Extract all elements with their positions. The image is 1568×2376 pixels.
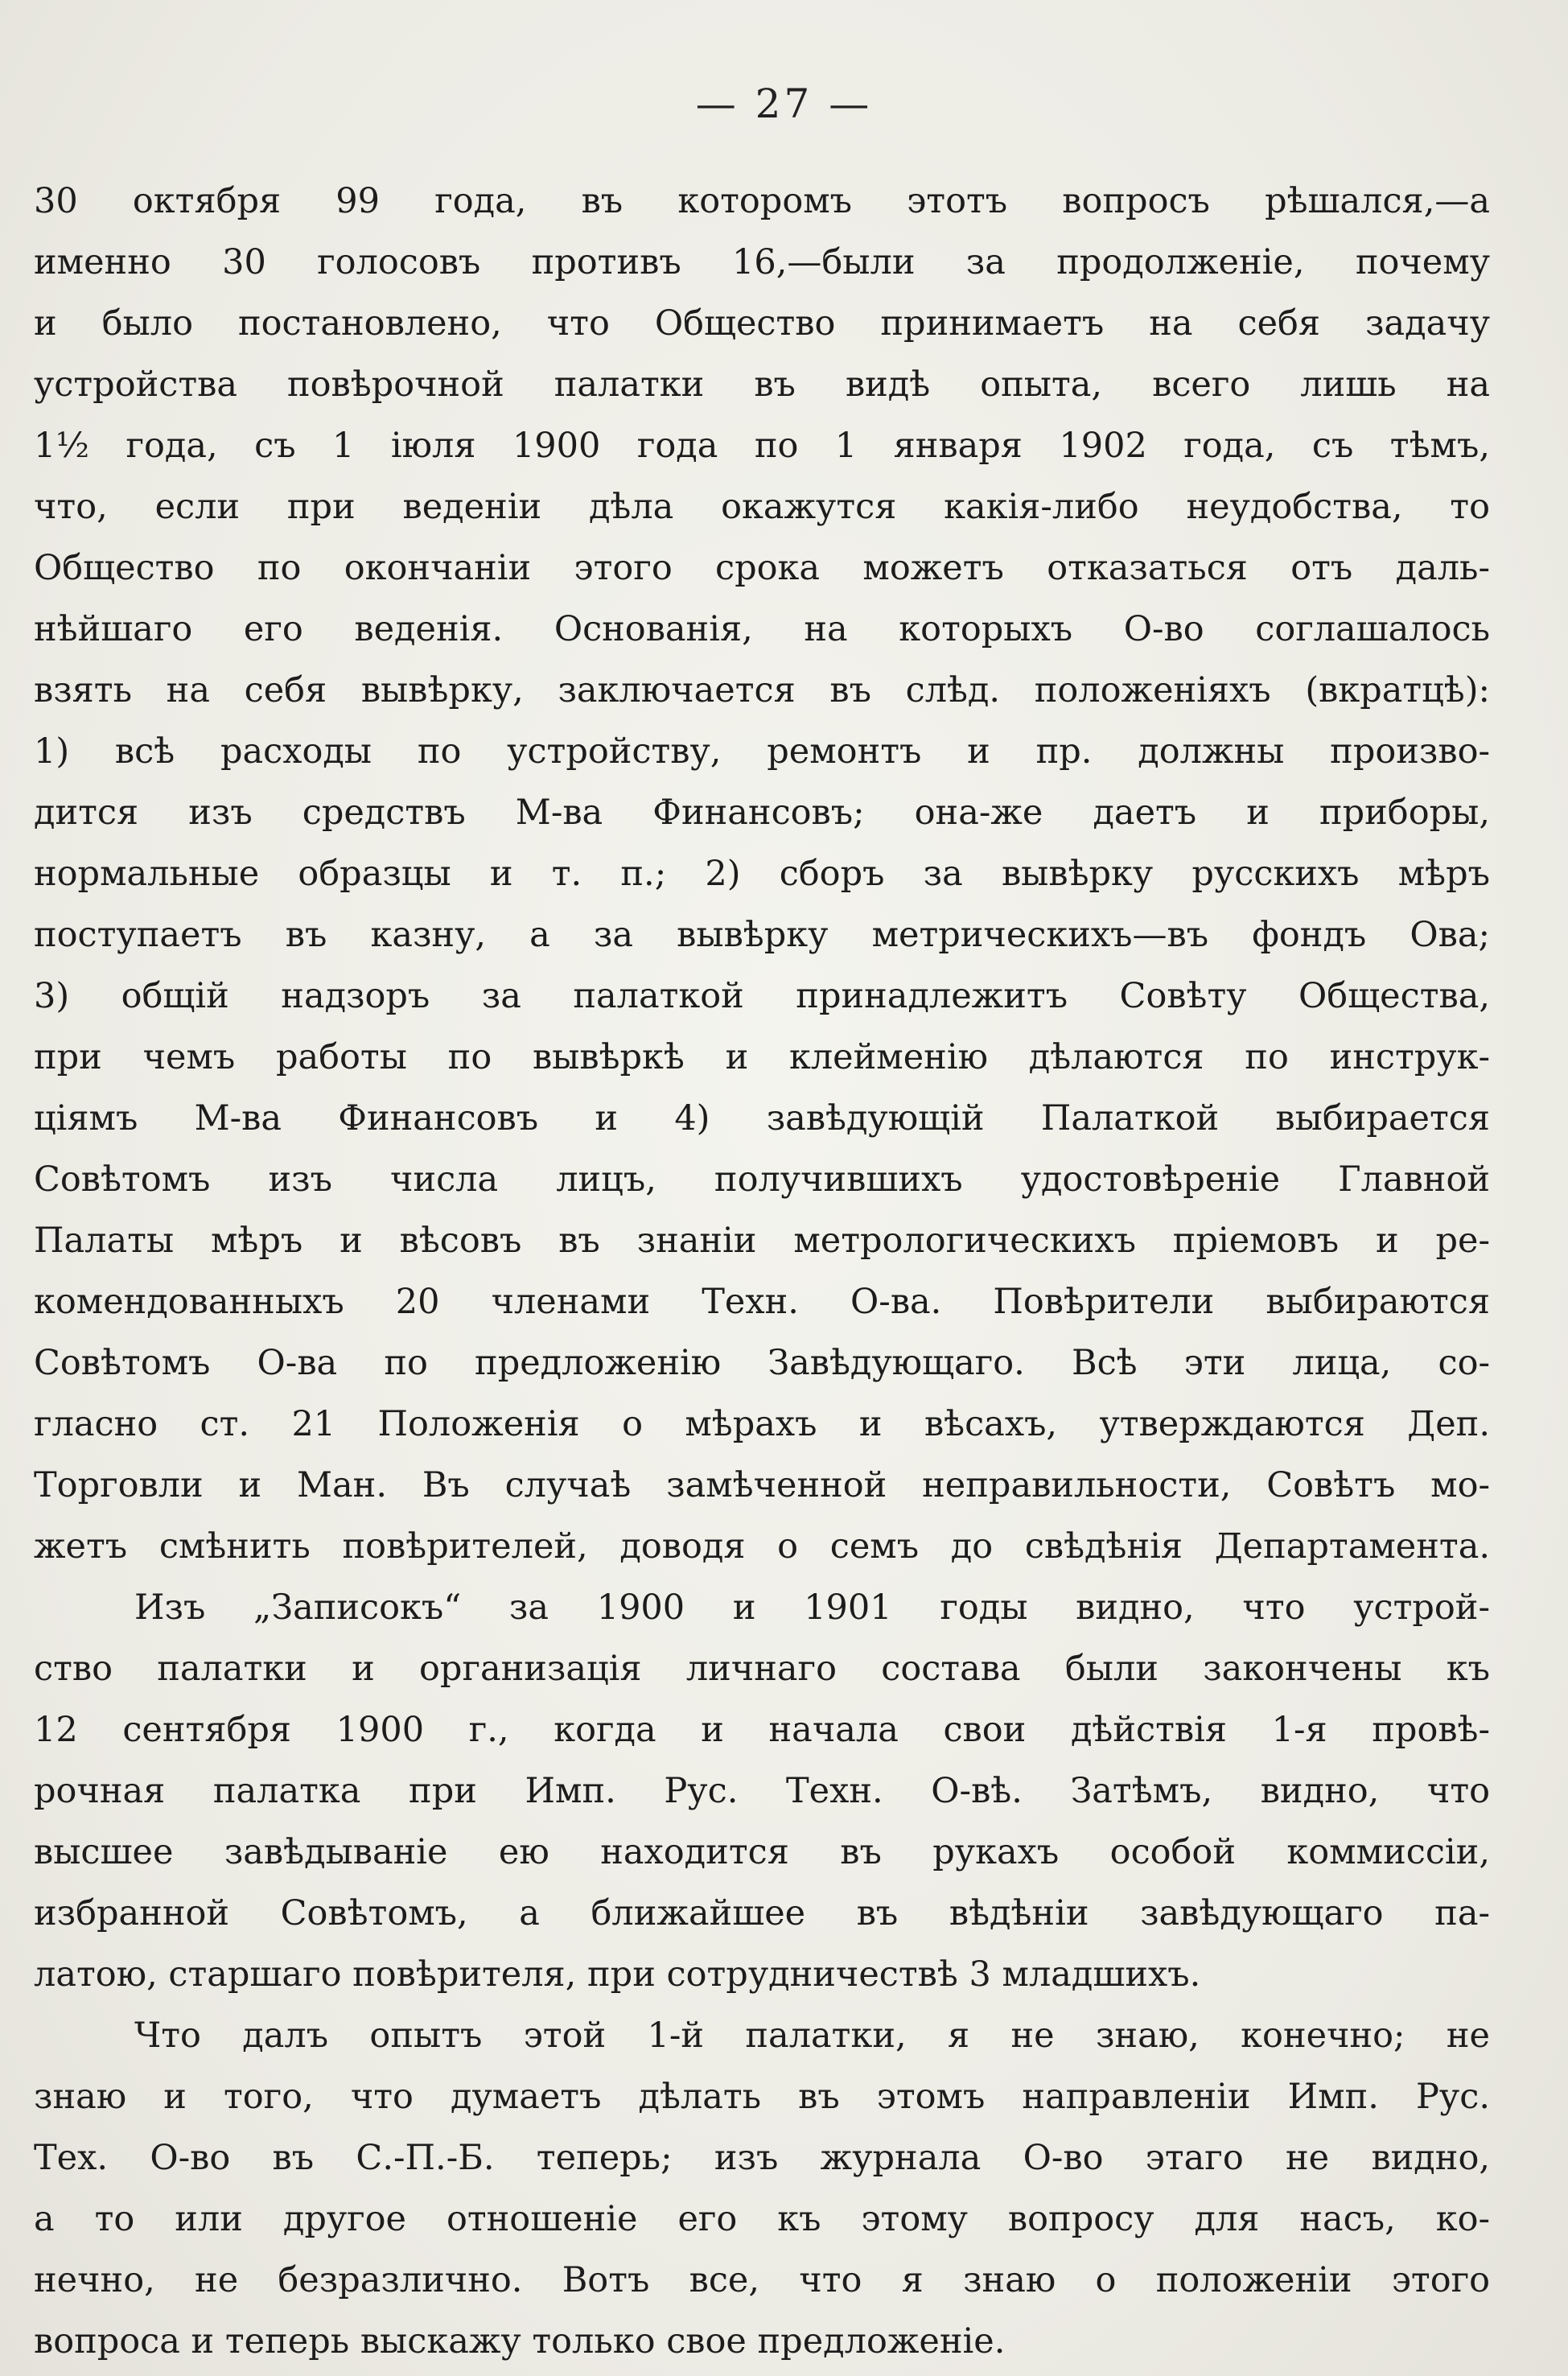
text-line: и было постановлено, что Общество принимаетъ на себя задачу — [34, 303, 1490, 344]
text-line: вопроса и теперь выскажу только свое предложеніе. — [34, 2321, 1006, 2362]
page-number: — 27 — — [695, 80, 873, 127]
text-line: нѣйшаго его веденія. Основанія, на которыхъ О-во соглашалось — [34, 609, 1490, 649]
text-line: Тех. О-во въ С.-П.-Б. теперь; изъ журнала О-во этаго не видно, — [34, 2138, 1490, 2178]
text-line: знаю и того, что думаетъ дѣлать въ этомъ направленіи Имп. Рус. — [34, 2077, 1490, 2117]
text-line: ціямъ М-ва Финансовъ и 4) завѣдующій Палаткой выбирается — [34, 1098, 1490, 1139]
text-line: гласно ст. 21 Положенія о мѣрахъ и вѣсахъ, утверждаются Деп. — [34, 1404, 1490, 1444]
text-line: Изъ „Записокъ“ за 1900 и 1901 годы видно, что устрой- — [134, 1587, 1490, 1628]
text-line: Палаты мѣръ и вѣсовъ въ знаніи метрологическихъ пріемовъ и ре- — [34, 1221, 1490, 1261]
text-line: избранной Совѣтомъ, а ближайшее въ вѣдѣніи завѣдующаго па- — [34, 1893, 1490, 1933]
text-line: устройства повѣрочной палатки въ видѣ опыта, всего лишь на — [34, 364, 1490, 405]
text-line: жетъ смѣнить повѣрителей, доводя о семъ до свѣдѣнія Департамента. — [34, 1526, 1490, 1567]
text-line: 3) общій надзоръ за палаткой принадлежитъ Совѣту Общества, — [34, 976, 1490, 1016]
text-line: Совѣтомъ изъ числа лицъ, получившихъ удостовѣреніе Главной — [34, 1159, 1490, 1200]
text-line: а то или другое отношеніе его къ этому вопросу для насъ, ко- — [34, 2199, 1490, 2239]
text-line: что, если при веденіи дѣла окажутся какія-либо неудобства, то — [34, 487, 1490, 527]
text-line: Торговли и Ман. Въ случаѣ замѣченной неправильности, Совѣтъ мо- — [34, 1465, 1490, 1505]
text-line: комендованныхъ 20 членами Техн. О-ва. Повѣрители выбираются — [34, 1282, 1490, 1322]
text-line: ство палатки и организація личнаго состава были закончены къ — [34, 1649, 1490, 1689]
text-line: Совѣтомъ О-ва по предложенію Завѣдующаго. Всѣ эти лица, со- — [34, 1343, 1490, 1383]
text-line: латою, старшаго повѣрителя, при сотрудничествѣ 3 младшихъ. — [34, 1954, 1201, 1995]
text-line: дится изъ средствъ М-ва Финансовъ; она-же даетъ и приборы, — [34, 793, 1490, 833]
body-text — [34, 171, 1490, 2372]
text-line: 1) всѣ расходы по устройству, ремонтъ и пр. должны произво- — [34, 731, 1490, 772]
text-line: Общество по окончаніи этого срока можетъ отказаться отъ даль- — [34, 548, 1490, 588]
text-line: поступаетъ въ казну, а за вывѣрку метрическихъ—въ фондъ Ова; — [34, 915, 1490, 955]
text-line: взять на себя вывѣрку, заключается въ слѣд. положеніяхъ (вкратцѣ): — [34, 670, 1490, 710]
text-line: при чемъ работы по вывѣркѣ и клейменію дѣлаются по инструк- — [34, 1037, 1490, 1077]
paragraph-3 — [34, 2005, 1490, 2372]
text-line: Что далъ опытъ этой 1-й палатки, я не знаю, конечно; не — [134, 2016, 1490, 2056]
text-line: именно 30 голосовъ противъ 16,—были за продолженіе, почему — [34, 242, 1490, 282]
text-line: рочная палатка при Имп. Рус. Техн. О-вѣ. Затѣмъ, видно, что — [34, 1771, 1490, 1811]
text-line: нечно, не безразлично. Вотъ все, что я знаю о положеніи этого — [34, 2260, 1490, 2300]
text-line: 30 октября 99 года, въ которомъ этотъ вопросъ рѣшался,—а — [34, 181, 1490, 221]
text-line: нормальные образцы и т. п.; 2) сборъ за вывѣрку русскихъ мѣръ — [34, 854, 1490, 894]
paragraph-1 — [34, 171, 1490, 1577]
text-line: 12 сентября 1900 г., когда и начала свои дѣйствія 1-я провѣ- — [34, 1710, 1490, 1750]
text-line: высшее завѣдываніе ею находится въ рукахъ особой коммиссіи, — [34, 1832, 1490, 1872]
text-line: 1½ года, съ 1 іюля 1900 года по 1 января 1902 года, съ тѣмъ, — [34, 426, 1490, 466]
paragraph-2 — [34, 1577, 1490, 2005]
